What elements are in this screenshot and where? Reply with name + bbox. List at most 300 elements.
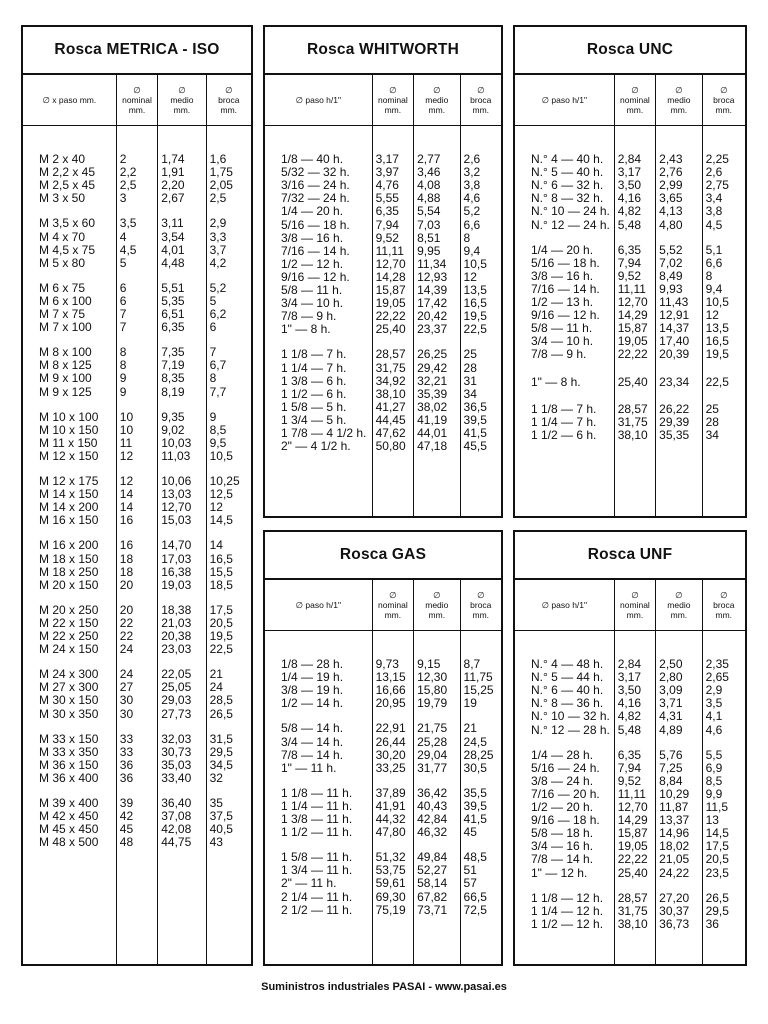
table-cell: 39,5 [463, 798, 487, 813]
table-cell: 2,20 [161, 178, 185, 193]
thread-designation: M 45 x 450 [39, 822, 99, 837]
table-cell: 35,03 [161, 757, 192, 772]
table-cell: 50,80 [375, 439, 406, 454]
thread-designation: 1 1/4 — 12 h. [531, 903, 604, 918]
thread-designation: N.° 4 — 48 h. [531, 657, 604, 671]
thread-designation: 3/4 — 14 h. [281, 734, 344, 749]
table-cell: 25,40 [375, 322, 406, 337]
table-cell: 5 [209, 293, 217, 308]
thread-designation: 3/4 — 16 h. [531, 839, 594, 854]
table-cell: 2,9 [705, 683, 723, 698]
thread-designation: 1 1/4 — 11 h. [281, 798, 353, 813]
table-cell: 23,03 [161, 642, 192, 657]
table-cell: 45,5 [463, 439, 487, 454]
table-cell: 34,92 [375, 373, 406, 388]
table-cell: 30 [119, 693, 134, 708]
table-cell: 36,42 [417, 785, 448, 800]
table-cell: 22,22 [375, 309, 406, 324]
table-cell: 9,35 [161, 409, 185, 424]
table-cell: 8 [119, 358, 127, 373]
table-cell: 18,02 [659, 839, 690, 854]
table-cell: 4,89 [659, 722, 683, 737]
thread-designation: M 20 x 150 [39, 577, 99, 592]
thread-designation: M 36 x 150 [39, 757, 99, 772]
thread-designation: M 42 x 450 [39, 809, 99, 824]
table-cell: 31,5 [209, 731, 233, 746]
table-cell: 22,22 [617, 852, 648, 867]
table-cell: 38,02 [417, 399, 448, 414]
table-cell: 14,37 [659, 321, 690, 336]
table-cell: 28,25 [463, 747, 494, 762]
table-cell: 4,16 [617, 191, 642, 206]
table-cell: 29,42 [417, 360, 448, 375]
column-header: ∅ broca mm. [206, 75, 251, 125]
table-cell: 32,21 [417, 373, 448, 388]
thread-designation: M 2,5 x 45 [39, 178, 96, 193]
table-cell: 24 [119, 667, 134, 682]
table-cell: 20 [119, 602, 134, 617]
thread-designation: M 14 x 150 [39, 487, 99, 502]
table-cell: 7,94 [617, 255, 642, 270]
table-cell: 2,6 [463, 152, 481, 166]
table-cell: 15,87 [375, 283, 406, 297]
table-column [413, 631, 459, 965]
thread-designation: M 5 x 80 [39, 255, 86, 270]
table-cell: 19,05 [617, 839, 648, 854]
table-cell: 8,35 [161, 371, 185, 386]
table-cell: 12 [119, 448, 134, 463]
table-cell: 3,3 [209, 229, 227, 244]
table-cell: 16,5 [209, 551, 233, 566]
table-cell: 4,6 [463, 191, 481, 206]
table-cell: 24,5 [463, 734, 487, 749]
column-header: ∅ paso h/1" [295, 600, 342, 610]
table-cell: 2,25 [705, 152, 729, 166]
table-cell: 10,06 [161, 474, 192, 488]
table-cell: 12 [119, 474, 134, 488]
table-cell: 6,6 [705, 255, 723, 270]
table-cell: 42 [119, 809, 134, 824]
table-cell: 2,77 [417, 152, 441, 166]
table-cell: 11,03 [161, 448, 191, 463]
table-body [265, 126, 501, 517]
table-cell: 8,84 [659, 773, 683, 788]
table-cell: 36,73 [659, 916, 690, 931]
table-cell: 41,5 [463, 426, 487, 440]
table-column [614, 126, 655, 517]
thread-designation: M 3 x 50 [39, 191, 86, 206]
table-cell: 44,45 [375, 412, 406, 427]
column-header: ∅ broca mm. [460, 580, 501, 630]
table-cell: 13,37 [659, 813, 690, 828]
table-cell: 6,7 [209, 358, 227, 373]
table-cell: 20,38 [161, 629, 192, 643]
table-cell: 4,88 [417, 191, 441, 206]
thread-designation: M 24 x 150 [39, 642, 99, 657]
table-cell: 29,39 [659, 414, 690, 429]
table-cell: 7,94 [375, 217, 399, 232]
table-cell: 8,51 [417, 230, 441, 245]
table-cell: 5 [119, 255, 127, 270]
table-column [460, 631, 501, 965]
table-cell: 31,75 [375, 360, 406, 375]
thread-designation: N.° 10 — 24 h. [531, 204, 610, 219]
table-cell: 3,2 [463, 165, 481, 180]
thread-designation: 5/8 — 11 h. [281, 283, 343, 297]
thread-designation: 1" — 11 h. [281, 760, 337, 775]
column-header: ∅ medio mm. [157, 75, 205, 125]
table-unf [513, 530, 747, 966]
table-cell: 11,75 [463, 670, 493, 685]
table-cell: 4,01 [161, 242, 185, 257]
table-cell: 23,34 [659, 374, 690, 389]
table-cell: 6 [119, 280, 127, 295]
table-cell: 22,91 [375, 721, 406, 736]
thread-designation: M 18 x 250 [39, 564, 99, 579]
table-cell: 34,5 [209, 757, 233, 772]
thread-designation: 1 3/4 — 5 h. [281, 412, 347, 427]
table-cell: 25,40 [617, 374, 648, 389]
table-cell: 11,5 [705, 800, 729, 814]
table-cell: 9,9 [705, 786, 723, 801]
table-cell: 4,6 [705, 722, 723, 737]
table-cell: 30,20 [375, 747, 406, 762]
table-cell: 26,5 [209, 706, 233, 721]
table-cell: 6,35 [617, 242, 642, 257]
column-header: ∅ medio mm. [413, 580, 459, 630]
thread-designation: M 8 x 125 [39, 358, 92, 373]
table-cell: 16,5 [705, 334, 729, 349]
table-cell: 9,93 [659, 281, 683, 296]
table-cell: 9,5 [209, 435, 227, 450]
thread-designation: M 20 x 250 [39, 602, 99, 617]
table-cell: 15,03 [161, 513, 192, 528]
thread-designation: 3/16 — 24 h. [281, 178, 350, 193]
column-header: ∅ nominal mm. [614, 580, 655, 630]
table-cell: 31,75 [617, 414, 648, 429]
thread-designation: 7/32 — 24 h. [281, 191, 350, 206]
table-cell: 4,76 [375, 178, 399, 193]
table-cell: 29,03 [161, 693, 192, 708]
table-cell: 9,52 [617, 773, 642, 788]
table-cell: 26,5 [705, 890, 729, 905]
thread-designation: N.° 8 — 32 h. [531, 191, 604, 206]
table-cell: 25 [705, 401, 719, 416]
table-cell: 15,5 [209, 564, 233, 579]
table-cell: 38,10 [375, 386, 406, 401]
table-cell: 8,5 [705, 773, 723, 788]
table-cell: 35,39 [417, 386, 448, 401]
thread-designation: 2 1/4 — 11 h. [281, 889, 353, 904]
thread-designation: M 8 x 100 [39, 345, 92, 360]
table-cell: 3,8 [463, 178, 481, 193]
thread-designation: M 27 x 300 [39, 680, 99, 695]
table-cell: 20,95 [375, 696, 406, 711]
thread-designation: 3/8 — 19 h. [281, 683, 344, 698]
thread-designation: 1/4 — 19 h. [281, 670, 344, 685]
table-header-row [515, 580, 745, 631]
thread-designation: 5/16 — 24 h. [531, 760, 600, 775]
table-cell: 22 [119, 629, 134, 643]
table-cell: 11,11 [375, 243, 404, 258]
thread-designation: 1 1/8 — 7 h. [531, 401, 597, 416]
table-column [265, 126, 372, 517]
table-header-row [515, 75, 745, 126]
table-cell: 36 [119, 770, 134, 785]
table-whitworth [263, 25, 503, 518]
column-header: ∅ medio mm. [413, 75, 459, 125]
thread-designation: M 6 x 75 [39, 280, 86, 295]
table-cell: 7 [119, 307, 127, 321]
table-cell: 2,80 [659, 670, 683, 685]
table-cell: 12 [463, 269, 477, 284]
table-cell: 8,19 [161, 384, 185, 399]
thread-designation: M 39 x 400 [39, 796, 99, 810]
table-cell: 19,5 [705, 347, 729, 362]
table-cell: 44,32 [375, 812, 406, 826]
table-cell: 1,75 [209, 165, 233, 180]
thread-designation: M 48 x 500 [39, 835, 99, 850]
thread-designation: 1/2 — 12 h. [281, 256, 344, 271]
table-cell: 40,5 [209, 822, 233, 837]
table-cell: 2,6 [705, 165, 723, 180]
table-cell: 20,42 [417, 309, 448, 324]
thread-designation: M 7 x 100 [39, 320, 92, 335]
thread-designation: M 4 x 70 [39, 229, 86, 244]
table-cell: 9,52 [617, 268, 642, 283]
table-cell: 4,5 [119, 242, 137, 257]
thread-designation: M 36 x 400 [39, 770, 99, 785]
table-cell: 48,5 [463, 850, 487, 865]
table-gas [263, 530, 503, 966]
table-cell: 7,7 [209, 384, 227, 399]
thread-designation: 5/16 — 18 h. [531, 255, 600, 270]
table-cell: 2,50 [659, 657, 683, 671]
thread-designation: 3/4 — 10 h. [531, 334, 594, 349]
thread-designation: 1 7/8 — 4 1/2 h. [281, 426, 367, 440]
table-column [702, 126, 745, 517]
table-cell: 28 [463, 360, 477, 375]
table-cell: 21 [209, 667, 223, 682]
table-cell: 39 [119, 796, 134, 810]
column-header: ∅ medio mm. [655, 580, 701, 630]
table-cell: 7,94 [617, 760, 642, 775]
thread-designation: 1 1/4 — 7 h. [531, 414, 597, 429]
thread-designation: M 33 x 150 [39, 731, 99, 746]
table-cell: 14 [209, 538, 223, 553]
thread-designation: 1 5/8 — 11 h. [281, 850, 353, 865]
thread-designation: 1/2 — 14 h. [281, 696, 344, 711]
table-cell: 43 [209, 835, 223, 850]
table-cell: 3,11 [161, 216, 184, 231]
thread-designation: M 10 x 100 [39, 409, 99, 424]
table-column [23, 126, 116, 965]
table-cell: 12,70 [617, 295, 648, 309]
table-cell: 3,50 [617, 683, 642, 698]
thread-designation: 1" — 8 h. [531, 374, 581, 389]
table-cell: 53,75 [375, 863, 406, 878]
table-cell: 12 [705, 308, 719, 323]
table-column [413, 126, 459, 517]
table-cell: 41,27 [375, 399, 406, 414]
table-cell: 5,54 [417, 204, 441, 219]
table-cell: 15,87 [617, 321, 648, 336]
table-cell: 14,5 [705, 826, 729, 841]
table-title: Rosca GAS [265, 532, 501, 580]
table-cell: 8,49 [659, 268, 683, 283]
table-cell: 8 [705, 268, 713, 283]
table-cell: 20,39 [659, 347, 690, 362]
table-cell: 7,19 [161, 358, 185, 373]
table-unc [513, 25, 747, 518]
table-cell: 31,75 [617, 903, 648, 918]
thread-designation: 9/16 — 12 h. [281, 269, 350, 284]
thread-designation: 3/8 — 24 h. [531, 773, 594, 788]
table-cell: 3,65 [659, 191, 683, 206]
table-cell: 18 [119, 551, 134, 566]
table-cell: 2,43 [659, 152, 683, 166]
table-cell: 18,5 [209, 577, 233, 592]
thread-designation: 1" — 8 h. [281, 322, 331, 337]
table-cell: 8,7 [463, 657, 481, 671]
table-cell: 35,35 [659, 427, 690, 442]
table-cell: 5,2 [463, 204, 481, 219]
table-cell: 16,5 [463, 296, 487, 311]
table-cell: 36 [705, 916, 719, 931]
table-cell: 5,5 [705, 747, 723, 762]
table-cell: 10,5 [209, 448, 233, 463]
table-cell: 1,6 [209, 152, 227, 166]
table-cell: 2,84 [617, 657, 642, 671]
thread-designation: 7/8 — 14 h. [531, 852, 594, 867]
table-header-row [23, 75, 251, 126]
thread-designation: 7/16 — 20 h. [531, 786, 600, 801]
table-cell: 2,9 [209, 216, 227, 231]
table-cell: 3,7 [209, 242, 227, 257]
table-cell: 17,40 [659, 334, 690, 349]
thread-designation: N.° 10 — 32 h. [531, 709, 610, 724]
table-column [515, 631, 614, 965]
table-cell: 2,84 [617, 152, 642, 166]
thread-designation: M 30 x 150 [39, 693, 99, 708]
table-cell: 6,35 [375, 204, 399, 219]
table-column [515, 126, 614, 517]
table-cell: 3,8 [705, 204, 723, 219]
thread-designation: 2 1/2 — 11 h. [281, 902, 353, 917]
table-cell: 10 [119, 409, 134, 424]
table-cell: 3,5 [705, 696, 723, 711]
thread-designation: M 9 x 100 [39, 371, 92, 386]
thread-designation: M 33 x 350 [39, 744, 99, 759]
table-cell: 9,02 [161, 422, 185, 437]
table-cell: 36 [119, 757, 134, 772]
thread-designation: M 2 x 40 [39, 152, 86, 166]
table-cell: 31 [463, 373, 477, 388]
table-cell: 73,71 [417, 902, 448, 917]
table-cell: 9,95 [417, 243, 441, 258]
table-cell: 24 [119, 642, 134, 657]
thread-designation: N.° 6 — 40 h. [531, 683, 604, 698]
table-cell: 3 [119, 191, 127, 206]
thread-designation: M 10 x 150 [39, 422, 99, 437]
table-cell: 4,31 [659, 709, 683, 724]
table-column [372, 631, 413, 965]
table-cell: 19 [463, 696, 477, 711]
table-cell: 18 [119, 564, 134, 579]
table-cell: 29,04 [417, 747, 448, 762]
table-cell: 4,48 [161, 255, 185, 270]
table-cell: 4,82 [617, 204, 642, 219]
table-column [206, 126, 251, 965]
table-cell: 21,03 [161, 615, 192, 630]
thread-designation: 1 3/8 — 11 h. [281, 812, 353, 826]
table-cell: 5,2 [209, 280, 227, 295]
table-cell: 27,73 [161, 706, 192, 721]
table-cell: 11,11 [617, 281, 646, 296]
table-column [460, 126, 501, 517]
table-cell: 6,35 [617, 747, 642, 762]
table-cell: 23,37 [417, 322, 448, 337]
table-cell: 6,51 [161, 307, 185, 321]
table-cell: 47,18 [417, 439, 448, 454]
thread-designation: 1 1/2 — 12 h. [531, 916, 604, 931]
table-cell: 6 [209, 320, 217, 335]
table-cell: 26,22 [659, 401, 690, 416]
table-cell: 9,52 [375, 230, 399, 245]
thread-designation: 7/16 — 14 h. [531, 281, 600, 296]
thread-designation: M 12 x 150 [39, 448, 99, 463]
table-cell: 45 [463, 825, 477, 840]
table-cell: 66,5 [463, 889, 487, 904]
table-cell: 28,57 [617, 890, 648, 905]
table-cell: 44,75 [161, 835, 192, 850]
table-title: Rosca METRICA - ISO [23, 27, 251, 75]
table-cell: 3,97 [375, 165, 399, 180]
table-cell: 16,38 [161, 564, 192, 579]
table-cell: 32,03 [161, 731, 192, 746]
thread-designation: 5/16 — 18 h. [281, 217, 350, 232]
table-cell: 31,77 [417, 760, 448, 775]
table-cell: 6,2 [209, 307, 227, 321]
thread-designation: M 11 x 150 [39, 435, 98, 450]
table-cell: 12,5 [209, 487, 233, 502]
table-cell: 14,70 [161, 538, 192, 553]
table-cell: 4,2 [209, 255, 227, 270]
thread-designation: M 16 x 150 [39, 513, 99, 528]
table-cell: 14,39 [417, 283, 448, 297]
table-cell: 36,5 [463, 399, 487, 414]
thread-designation: M 22 x 250 [39, 629, 99, 643]
table-cell: 14 [119, 500, 134, 515]
table-cell: 11,87 [659, 800, 689, 814]
table-cell: 12,91 [659, 308, 690, 323]
table-cell: 7,35 [161, 345, 185, 360]
table-cell: 8 [119, 345, 127, 360]
column-header: ∅ nominal mm. [116, 75, 157, 125]
thread-designation: 1 3/4 — 11 h. [281, 863, 353, 878]
table-cell: 22,5 [209, 642, 233, 657]
column-header: ∅ nominal mm. [614, 75, 655, 125]
thread-designation: 1/2 — 13 h. [531, 295, 594, 309]
table-cell: 3,4 [705, 191, 723, 206]
table-cell: 5,48 [617, 217, 642, 232]
table-column [614, 631, 655, 965]
table-cell: 67,82 [417, 889, 448, 904]
table-cell: 5,35 [161, 293, 185, 308]
table-cell: 19,05 [375, 296, 406, 311]
thread-designation: M 18 x 150 [39, 551, 99, 566]
thread-designation: M 2,2 x 45 [39, 165, 96, 180]
